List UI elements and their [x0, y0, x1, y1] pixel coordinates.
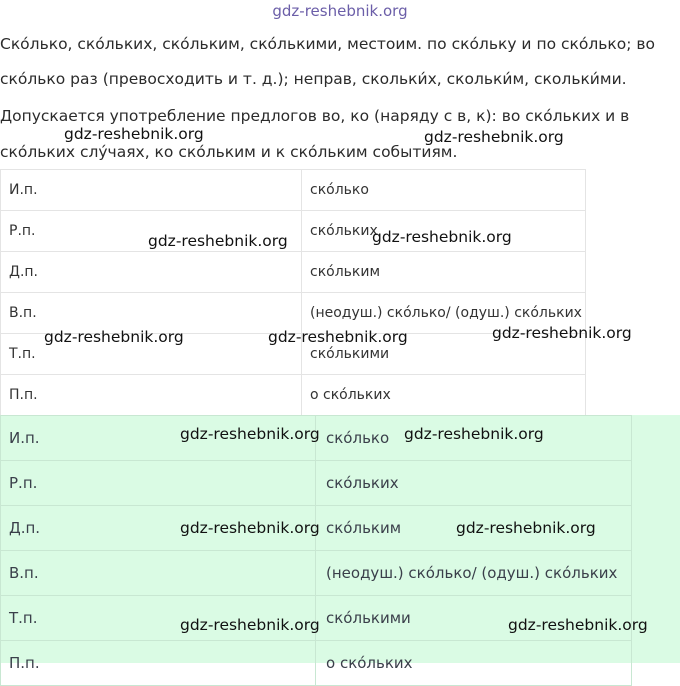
case-cell: Р.п. [1, 211, 302, 252]
paragraph-line-4: ско́льких слу́чаях, ко ско́льким и к ско́льким событиям. [0, 143, 458, 161]
watermark: gdz-reshebnik.org [180, 519, 320, 537]
form-cell: ско́льких [316, 461, 632, 506]
form-cell: (неодуш.) ско́лько/ (одуш.) ско́льких [316, 551, 632, 596]
watermark: gdz-reshebnik.org [508, 616, 648, 634]
form-cell: ско́лькими [316, 596, 632, 641]
case-cell: Т.п. [1, 334, 302, 375]
table-row [1, 551, 632, 596]
table-row [1, 375, 586, 416]
paragraph-line-2: ско́лько раз (превосходить и т. д.); неправ, скольки́х, скольки́м, скольки́ми. [0, 70, 627, 88]
form-cell: ско́льким [316, 506, 632, 551]
watermark: gdz-reshebnik.org [372, 228, 512, 246]
case-cell: П.п. [1, 641, 316, 686]
watermark: gdz-reshebnik.org [64, 125, 204, 143]
case-cell: Р.п. [1, 461, 316, 506]
table-row [1, 641, 632, 686]
declension-table-1 [0, 169, 586, 416]
watermark: gdz-reshebnik.org [180, 425, 320, 443]
site-header-watermark: gdz-reshebnik.org [272, 2, 408, 20]
case-cell: В.п. [1, 551, 316, 596]
watermark: gdz-reshebnik.org [456, 519, 596, 537]
table-row [1, 461, 632, 506]
table-row [1, 170, 586, 211]
watermark: gdz-reshebnik.org [180, 616, 320, 634]
case-cell: Т.п. [1, 596, 316, 641]
form-cell: о ско́льких [316, 641, 632, 686]
case-cell: И.п. [1, 170, 302, 211]
watermark: gdz-reshebnik.org [44, 328, 184, 346]
watermark: gdz-reshebnik.org [148, 232, 288, 250]
case-cell: Д.п. [1, 252, 302, 293]
form-cell: ско́лько [316, 416, 632, 461]
watermark: gdz-reshebnik.org [404, 425, 544, 443]
declension-table-2 [0, 415, 632, 686]
case-cell: П.п. [1, 375, 302, 416]
watermark: gdz-reshebnik.org [424, 128, 564, 146]
table-row [1, 252, 586, 293]
form-cell: ско́лько [302, 170, 586, 211]
form-cell: о ско́льких [302, 375, 586, 416]
watermark: gdz-reshebnik.org [268, 328, 408, 346]
paragraph-line-3: Допускается употребление предлогов во, ко (наряду с в, к): во ско́льких и в [0, 107, 630, 125]
case-cell: И.п. [1, 416, 316, 461]
watermark: gdz-reshebnik.org [492, 324, 632, 342]
form-cell: ско́льким [302, 252, 586, 293]
case-cell: В.п. [1, 293, 302, 334]
form-cell: ско́льких [302, 211, 586, 252]
case-cell: Д.п. [1, 506, 316, 551]
form-cell: (неодуш.) ско́лько/ (одуш.) ско́льких [302, 293, 586, 334]
paragraph-line-1: Ско́лько, ско́льких, ско́льким, ско́лькими, местоим. по ско́льку и по ско́лько; во [0, 35, 656, 53]
form-cell: ско́лькими [302, 334, 586, 375]
